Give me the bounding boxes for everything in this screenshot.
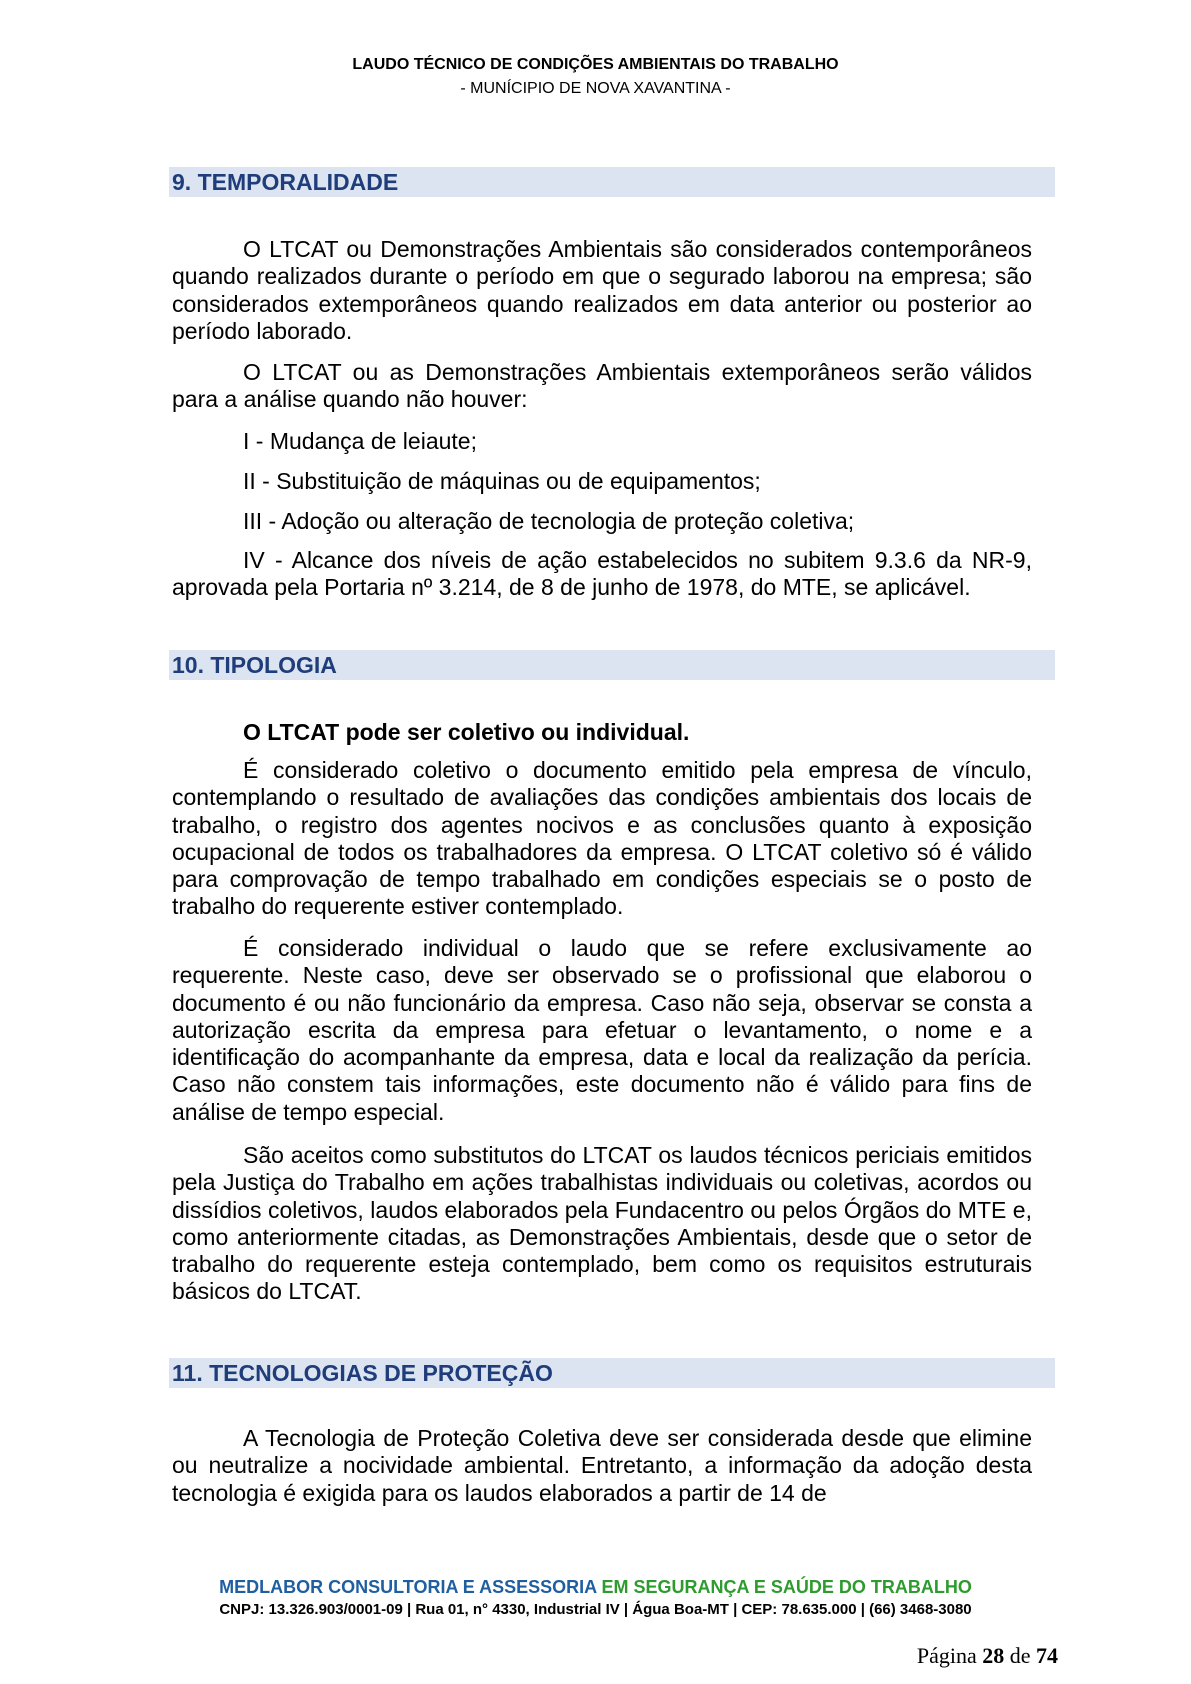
footer-company: [0, 1577, 1191, 1598]
page-word: Página: [916, 1643, 977, 1668]
section-heading-tecnologias: 11. TECNOLOGIAS DE PROTEÇÃO: [172, 1360, 553, 1386]
paragraph: A Tecnologia de Proteção Coletiva deve ser considerada desde que elimine ou neutralize a nocividade ambiental. Entretanto, a informação da adoção desta tecnologia é exigida para os laudos elaborados a partir de 14 de: [172, 1425, 1032, 1506]
section-heading-tipologia: 10. TIPOLOGIA: [172, 652, 337, 678]
paragraph: São aceitos como substitutos do LTCAT os laudos técnicos periciais emitidos pela Justiça do Trabalho em ações trabalhistas individuais ou coletivas, acordos ou dissídios coletivos, laudos elaborados pela Fundacentro ou pelos Órgãos do MTE e, como anteriormente citadas, as Demonstrações Ambientais, desde que o setor de trabalho do requerente esteja contemplado, bem como os requisitos estruturais básicos do LTCAT.: [172, 1142, 1032, 1305]
paragraph: É considerado individual o laudo que se refere exclusivamente ao requerente. Neste caso, deve ser observado se o profissional que elaborou o documento é ou não funcionário da empresa. Caso não seja, observar se consta a autorização escrita da empresa para efetuar o levantamento, o nome e a identificação do acompanhante da empresa, data e local da realização da perícia. Caso não constem tais informações, este documento não é válido para fins de análise de tempo especial.: [172, 935, 1032, 1125]
paragraph: O LTCAT ou as Demonstrações Ambientais extemporâneos serão válidos para a análise quando não houver:: [172, 359, 1032, 413]
page-total: 74: [1036, 1643, 1058, 1668]
footer-company-tagline: EM SEGURANÇA E SAÚDE DO TRABALHO: [601, 1577, 972, 1597]
paragraph: IV - Alcance dos níveis de ação estabelecidos no subitem 9.3.6 da NR-9, aprovada pela Portaria nº 3.214, de 8 de junho de 1978, do MTE, se aplicável.: [172, 547, 1032, 601]
footer-address: CNPJ: 13.326.903/0001-09 | Rua 01, n° 4330, Industrial IV | Água Boa-MT | CEP: 78.635.000 | (66) 3468-3080: [219, 1601, 972, 1618]
page-of: de: [1009, 1643, 1031, 1668]
page-current: 28: [982, 1643, 1005, 1668]
paragraph: É considerado coletivo o documento emitido pela empresa de vínculo, contemplando o resultado de avaliações das condições ambientais dos locais de trabalho, o registro dos agentes nocivos e as conclusões quanto à exposição ocupacional de todos os trabalhadores da empresa. O LTCAT coletivo só é válido para comprovação de tempo trabalhado em condições especiais se o posto de trabalho do requerente estiver contemplado.: [172, 757, 1032, 920]
list-item: II - Substituição de máquinas ou de equipamentos;: [243, 468, 761, 494]
section-heading-temporalidade: 9. TEMPORALIDADE: [172, 169, 399, 195]
lead-statement: O LTCAT pode ser coletivo ou individual.: [243, 719, 690, 745]
paragraph: O LTCAT ou Demonstrações Ambientais são considerados contemporâneos quando realizados durante o período em que o segurado laborou na empresa; são considerados extemporâneos quando realizados em data anterior ou posterior ao período laborado.: [172, 236, 1032, 344]
list-item: III - Adoção ou alteração de tecnologia de proteção coletiva;: [243, 508, 855, 534]
page-number: [917, 1643, 1058, 1669]
document-header-title: LAUDO TÉCNICO DE CONDIÇÕES AMBIENTAIS DO TRABALHO: [352, 56, 839, 73]
document-header-subtitle: - MUNÍCIPIO DE NOVA XAVANTINA -: [460, 80, 731, 97]
footer-company-name: MEDLABOR CONSULTORIA E ASSESSORIA: [219, 1577, 597, 1597]
list-item: I - Mudança de leiaute;: [243, 428, 477, 454]
